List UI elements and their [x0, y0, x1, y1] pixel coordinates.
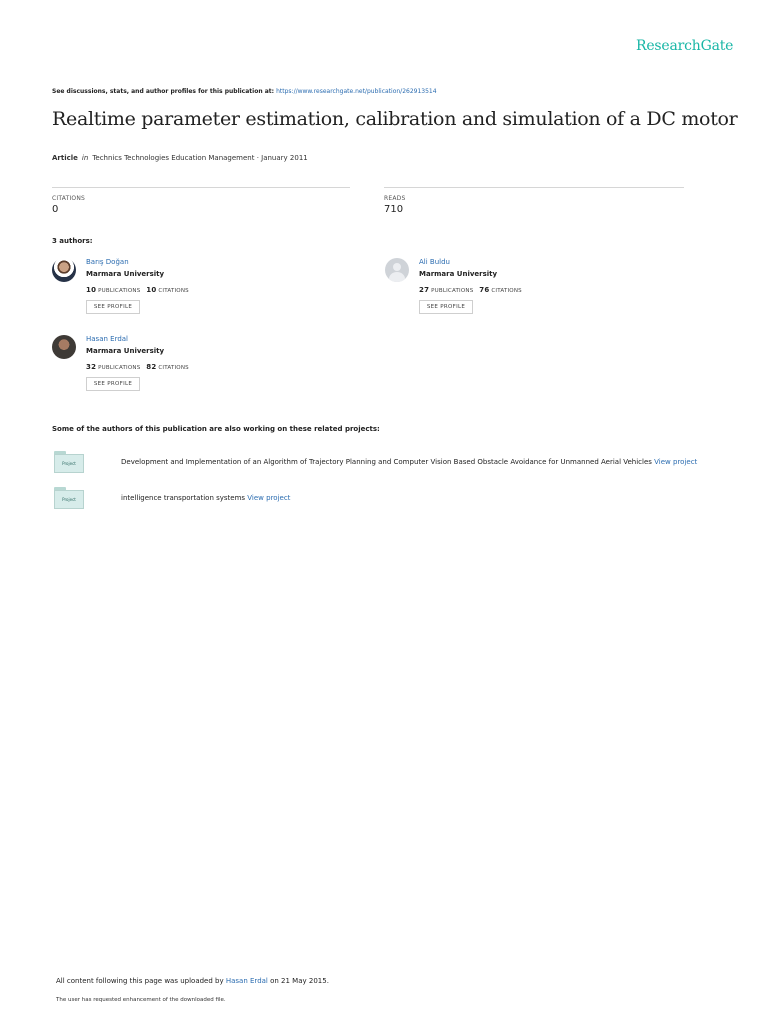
publication-url-link[interactable]: https://www.researchgate.net/publication/262913514 [276, 88, 437, 95]
project-item [121, 458, 697, 466]
publications-count: 32 [86, 363, 97, 371]
reads-label: READS [384, 195, 406, 202]
citations-count: 82 [146, 363, 157, 371]
see-profile-button[interactable]: SEE PROFILE [86, 377, 140, 391]
see-profile-button[interactable]: SEE PROFILE [419, 300, 473, 314]
author-stats [86, 363, 189, 371]
citations-count: 10 [146, 286, 157, 294]
uploader-link[interactable]: Hasan Erdal [225, 977, 268, 985]
publications-label: PUBLICATIONS [98, 288, 141, 294]
project-title: Development and Implementation of an Algorithm of Trajectory Planning and Computer Vision Based Obstacle Avoidance for Unmanned Aerial Vehicles [121, 458, 652, 466]
project-title: intelligence transportation systems [121, 494, 246, 502]
folder-label: Project [54, 490, 84, 509]
related-projects-heading: Some of the authors of this publication are also working on these related projects: [52, 425, 380, 433]
publication-type: Article [52, 154, 78, 162]
avatar[interactable] [52, 335, 76, 359]
author-stats [86, 286, 189, 294]
project-folder-icon[interactable] [54, 487, 84, 509]
citations-divider [52, 187, 350, 188]
author-name-link[interactable]: Barış Doğan [86, 258, 129, 266]
citations-count: 0 [52, 204, 59, 215]
publications-count: 27 [419, 286, 430, 294]
enhancement-note: The user has requested enhancement of the downloaded file. [56, 997, 226, 1003]
authors-heading: 3 authors: [52, 237, 93, 245]
project-item [121, 494, 290, 502]
view-project-link[interactable]: View project [247, 494, 291, 502]
journal-name: Technics Technologies Education Management · January 2011 [92, 154, 308, 162]
see-profile-button[interactable]: SEE PROFILE [86, 300, 140, 314]
citations-label: CITATIONS [158, 288, 189, 294]
author-name-link[interactable]: Hasan Erdal [86, 335, 129, 343]
avatar[interactable] [52, 258, 76, 282]
citations-label: CITATIONS [491, 288, 522, 294]
folder-label: Project [54, 454, 84, 473]
view-project-link[interactable]: View project [654, 458, 698, 466]
author-institution: Marmara University [419, 270, 498, 278]
upload-info [56, 977, 329, 985]
reads-count: 710 [384, 204, 404, 215]
see-discussions-text: See discussions, stats, and author profiles for this publication at: [52, 88, 275, 95]
citations-label: CITATIONS [158, 365, 189, 371]
author-stats [419, 286, 522, 294]
citations-label: CITATIONS [52, 195, 86, 202]
publications-label: PUBLICATIONS [98, 365, 141, 371]
citations-count: 76 [479, 286, 490, 294]
publication-title: Realtime parameter estimation, calibration and simulation of a DC motor [52, 108, 738, 130]
researchgate-logo[interactable]: ResearchGate [636, 38, 734, 54]
in-word: in [81, 154, 89, 162]
upload-date: on 21 May 2015. [270, 977, 329, 985]
author-name-link[interactable]: Ali Buldu [419, 258, 450, 266]
upload-prefix: All content following this page was uploaded by [56, 977, 224, 985]
publication-meta [52, 154, 308, 162]
publications-count: 10 [86, 286, 97, 294]
avatar[interactable] [385, 258, 409, 282]
reads-divider [384, 187, 684, 188]
publications-label: PUBLICATIONS [431, 288, 474, 294]
project-folder-icon[interactable] [54, 451, 84, 473]
publication-link-line [52, 88, 437, 95]
author-institution: Marmara University [86, 270, 165, 278]
author-institution: Marmara University [86, 347, 165, 355]
